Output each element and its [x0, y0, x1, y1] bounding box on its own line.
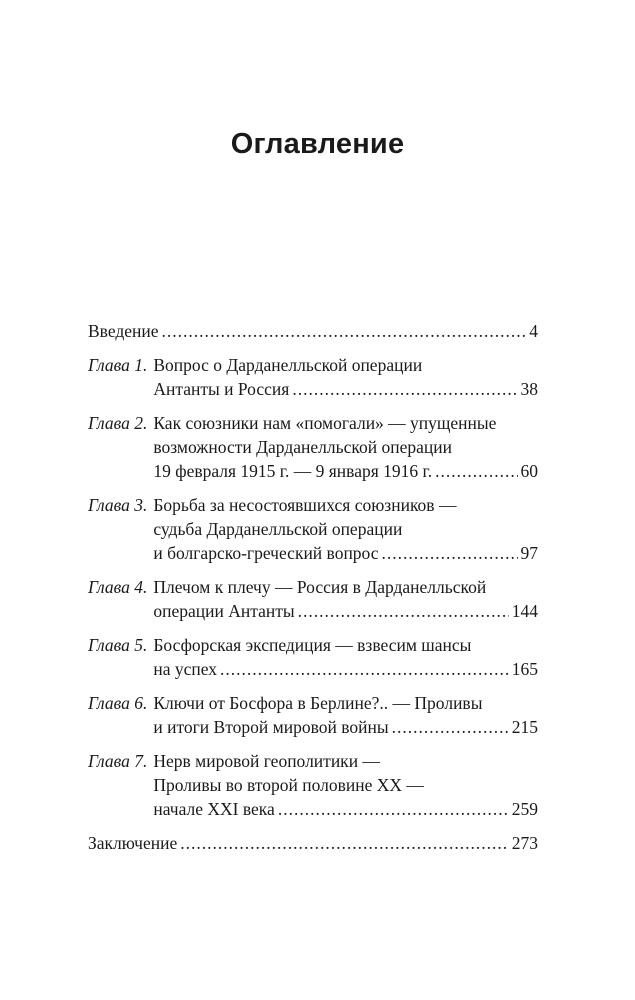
- chapter-title-line: Борьба за несостоявшихся союзников —: [153, 495, 457, 515]
- chapter-title-line: Вопрос о Дарданелльской операции: [153, 355, 423, 375]
- chapter-title-block: [153, 411, 538, 483]
- chapter-label: Глава 3.: [88, 495, 148, 515]
- chapter-label: Глава 6.: [88, 693, 148, 713]
- chapter-label: Глава 4.: [88, 577, 148, 597]
- toc-page-number: 273: [511, 833, 538, 853]
- toc-line: [88, 319, 538, 343]
- chapter-title-block: [153, 353, 538, 401]
- chapter-title-line: и итоги Второй мировой войны: [153, 717, 389, 737]
- chapter-title-line: Плечом к плечу — Россия в Дарданелльской: [153, 577, 487, 597]
- page-title: Оглавление: [230, 128, 405, 160]
- dot-leader: [435, 459, 517, 483]
- dot-leader: [298, 599, 509, 623]
- toc-page-number: 259: [511, 799, 538, 819]
- chapter-title-block: [153, 633, 538, 681]
- dot-leader: [278, 797, 509, 821]
- toc-entry-introduction: [88, 319, 538, 343]
- toc-page-number: 215: [511, 717, 538, 737]
- toc-page-number: 38: [520, 379, 538, 399]
- toc-line: [153, 541, 538, 565]
- chapter-title-block: [153, 493, 538, 565]
- toc-page-number: 4: [529, 321, 538, 341]
- toc-line: [153, 377, 538, 401]
- toc-page-number: 144: [511, 601, 538, 621]
- chapter-title-line: Проливы во второй половине XX —: [153, 775, 424, 795]
- dot-leader: [162, 319, 527, 343]
- toc-entry-chapter-1: [88, 353, 538, 401]
- toc-entry-chapter-7: [88, 749, 538, 821]
- dot-leader: [392, 715, 509, 739]
- chapter-label: Глава 7.: [88, 751, 148, 771]
- table-of-contents: [88, 319, 538, 865]
- toc-line: [88, 831, 538, 855]
- chapter-title-line: судьба Дарданелльской операции: [153, 519, 403, 539]
- toc-page-number: 60: [520, 461, 538, 481]
- toc-page-number: 97: [520, 543, 538, 563]
- toc-line: [153, 599, 538, 623]
- dot-leader: [220, 657, 509, 681]
- chapter-title-line: возможности Дарданелльской операции: [153, 437, 452, 457]
- chapter-title-line: 19 февраля 1915 г. — 9 января 1916 г.: [153, 461, 433, 481]
- chapter-title-line: и болгарско-греческий вопрос: [153, 543, 379, 563]
- chapter-title-line: операции Антанты: [153, 601, 295, 621]
- chapter-title-line: Ключи от Босфора в Берлине?.. — Проливы: [153, 693, 483, 713]
- toc-line: [153, 797, 538, 821]
- chapter-title-line: Как союзники нам «помогали» — упущенные: [153, 413, 497, 433]
- dot-leader: [292, 377, 517, 401]
- dot-leader: [180, 831, 509, 855]
- chapter-label: Глава 1.: [88, 355, 148, 375]
- toc-entry-chapter-4: [88, 575, 538, 623]
- chapter-list: [88, 353, 538, 821]
- chapter-title-line: Нерв мировой геополитики —: [153, 751, 380, 771]
- chapter-title-block: [153, 749, 538, 821]
- toc-page-number: 165: [511, 659, 538, 679]
- chapter-title-line: Антанты и Россия: [153, 379, 290, 399]
- toc-entry-chapter-3: [88, 493, 538, 565]
- chapter-title-block: [153, 691, 538, 739]
- dot-leader: [382, 541, 518, 565]
- toc-entry-chapter-2: [88, 411, 538, 483]
- toc-line: [153, 657, 538, 681]
- toc-entry-title: Введение: [88, 321, 159, 341]
- chapter-label: Глава 5.: [88, 635, 148, 655]
- chapter-title-line: начале XXI века: [153, 799, 275, 819]
- toc-line: [153, 459, 538, 483]
- toc-entry-title: Заключение: [88, 833, 178, 853]
- chapter-label: Глава 2.: [88, 413, 148, 433]
- toc-entry-conclusion: [88, 831, 538, 855]
- toc-entry-chapter-6: [88, 691, 538, 739]
- chapter-title-block: [153, 575, 538, 623]
- chapter-title-line: на успех: [153, 659, 218, 679]
- chapter-title-line: Босфорская экспедиция — взвесим шансы: [153, 635, 472, 655]
- toc-entry-chapter-5: [88, 633, 538, 681]
- toc-line: [153, 715, 538, 739]
